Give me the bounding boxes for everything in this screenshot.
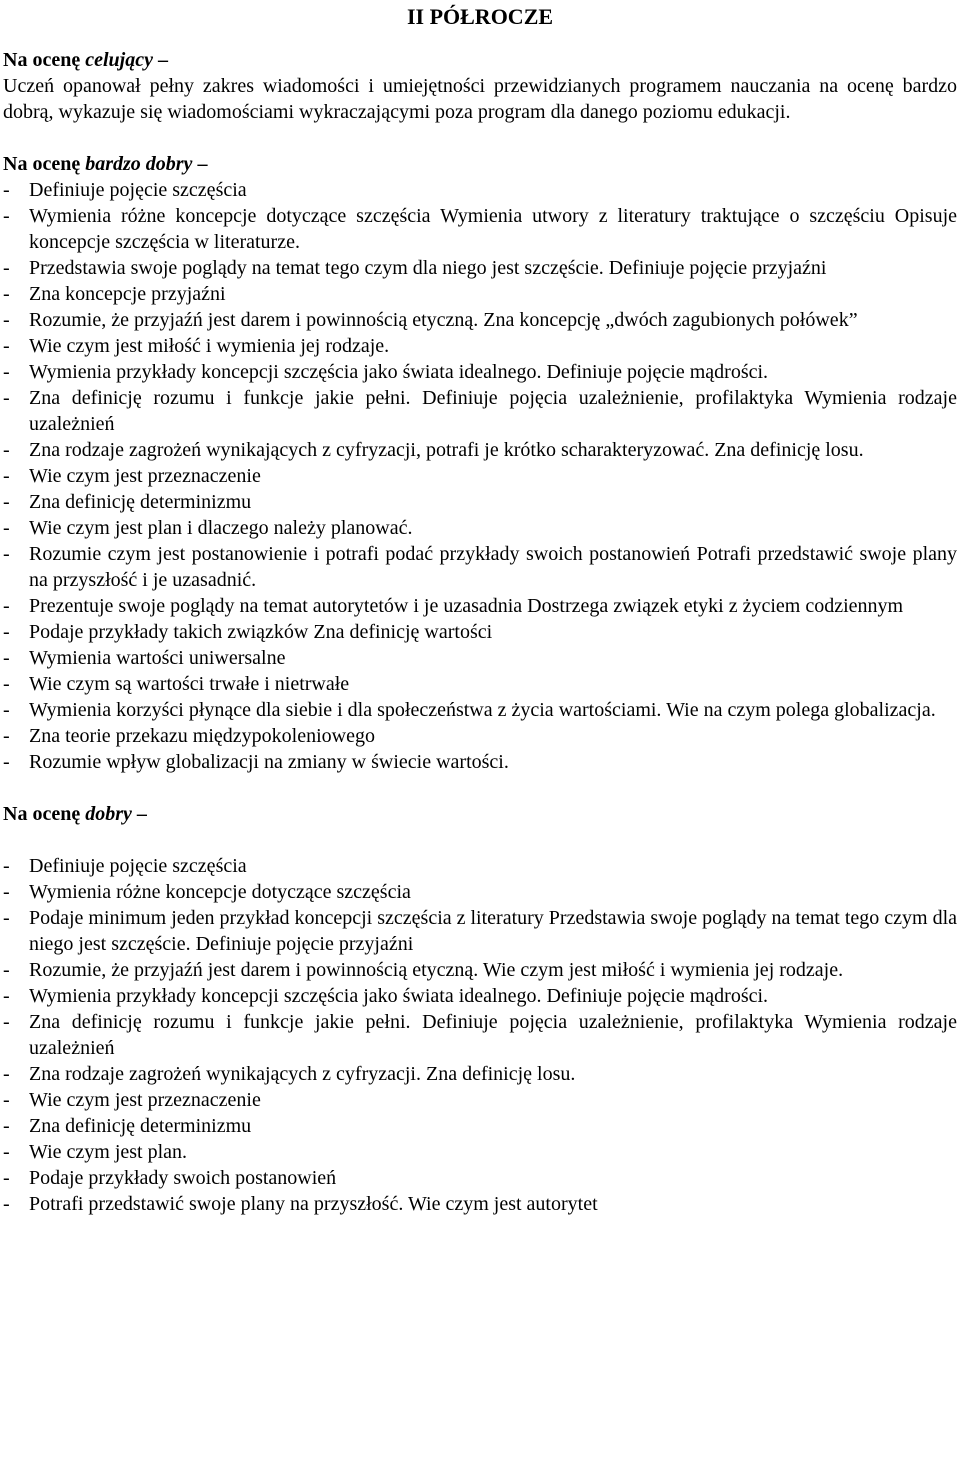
list-item: - Przedstawia swoje poglądy na temat tego czym dla niego jest szczęście. Definiuje pojęcie przyjaźni [3,255,957,281]
list-item: - Rozumie czym jest postanowienie i potrafi podać przykłady swoich postanowień Potrafi przedstawić swoje plany na przyszłość i je uzasadnić. [3,541,957,593]
requirements-list [3,177,957,775]
list-item: - Zna definicję rozumu i funkcje jakie pełni. Definiuje pojęcia uzależnienie, profilaktyka Wymienia rodzaje uzależnień [3,1009,957,1061]
section-bardzo-dobry [3,151,957,775]
heading-suffix: – [131,803,147,825]
heading-grade: bardzo dobry [85,153,193,175]
list-item: - Zna definicję rozumu i funkcje jakie pełni. Definiuje pojęcia uzależnienie, profilaktyka Wymienia rodzaje uzależnień [3,385,957,437]
heading-grade: celujący [85,49,153,71]
list-item: - Definiuje pojęcie szczęścia [3,177,957,203]
list-item: - Wie czym jest plan i dlaczego należy planować. [3,515,957,541]
section-heading [3,47,957,73]
section-heading [3,151,957,177]
list-item: - Rozumie, że przyjaźń jest darem i powinnością etyczną. Wie czym jest miłość i wymienia jej rodzaje. [3,957,957,983]
list-item: - Wie czym jest przeznaczenie [3,1087,957,1113]
list-item: - Definiuje pojęcie szczęścia [3,853,957,879]
document-title: II PÓŁROCZE [406,4,554,29]
heading-prefix: Na ocenę [3,803,86,825]
section-heading [3,801,957,827]
list-item: - Wymienia przykłady koncepcji szczęścia jako świata idealnego. Definiuje pojęcie mądrości. [3,359,957,385]
section-dobry [3,801,957,1217]
list-item: - Podaje przykłady swoich postanowień [3,1165,957,1191]
list-item: - Rozumie wpływ globalizacji na zmiany w świecie wartości. [3,749,957,775]
list-item: - Zna definicję determinizmu [3,489,957,515]
list-item: - Wymienia różne koncepcje dotyczące szczęścia Wymienia utwory z literatury traktujące o szczęściu Opisuje koncepcje szczęścia w literaturze. [3,203,957,255]
list-item: - Zna rodzaje zagrożeń wynikających z cyfryzacji. Zna definicję losu. [3,1061,957,1087]
heading-prefix: Na ocenę [3,153,86,175]
list-item: - Wymienia przykłady koncepcji szczęścia jako świata idealnego. Definiuje pojęcie mądrości. [3,983,957,1009]
heading-prefix: Na ocenę [3,49,86,71]
list-item: - Wymienia różne koncepcje dotyczące szczęścia [3,879,957,905]
list-item: - Wie czym jest miłość i wymienia jej rodzaje. [3,333,957,359]
list-item: - Wymienia wartości uniwersalne [3,645,957,671]
list-item: - Wie czym jest przeznaczenie [3,463,957,489]
list-item: - Wymienia korzyści płynące dla siebie i dla społeczeństwa z życia wartościami. Wie na czym polega globalizacja. [3,697,957,723]
heading-suffix: – [152,49,168,71]
list-item: - Potrafi przedstawić swoje plany na przyszłość. Wie czym jest autorytet [3,1191,957,1217]
list-item: - Rozumie, że przyjaźń jest darem i powinnością etyczną. Zna koncepcję „dwóch zagubionych połówek” [3,307,957,333]
heading-suffix: – [192,153,208,175]
list-item: - Wie czym jest plan. [3,1139,957,1165]
list-item: - Zna koncepcje przyjaźni [3,281,957,307]
list-item: - Prezentuje swoje poglądy na temat autorytetów i je uzasadnia Dostrzega związek etyki z życiem codziennym [3,593,957,619]
list-item: - Wie czym są wartości trwałe i nietrwałe [3,671,957,697]
section-celujacy [3,47,957,125]
document-page [0,2,960,1472]
requirements-list [3,853,957,1217]
section-intro: Uczeń opanował pełny zakres wiadomości i umiejętności przewidzianych programem nauczania na ocenę bardzo dobrą, wykazuje się wiadomościami wykraczającymi poza program dla danego poziomu edukacji. [3,75,957,123]
list-item: - Zna definicję determinizmu [3,1113,957,1139]
list-item: - Zna rodzaje zagrożeń wynikających z cyfryzacji, potrafi je krótko scharakteryzować. Zna definicję losu. [3,437,957,463]
heading-grade: dobry [85,803,132,825]
list-item: - Podaje minimum jeden przykład koncepcji szczęścia z literatury Przedstawia swoje poglądy na temat tego czym dla niego jest szczęście. Definiuje pojęcie przyjaźni [3,905,957,957]
list-item: - Podaje przykłady takich związków Zna definicję wartości [3,619,957,645]
list-item: - Zna teorie przekazu międzypokoleniowego [3,723,957,749]
